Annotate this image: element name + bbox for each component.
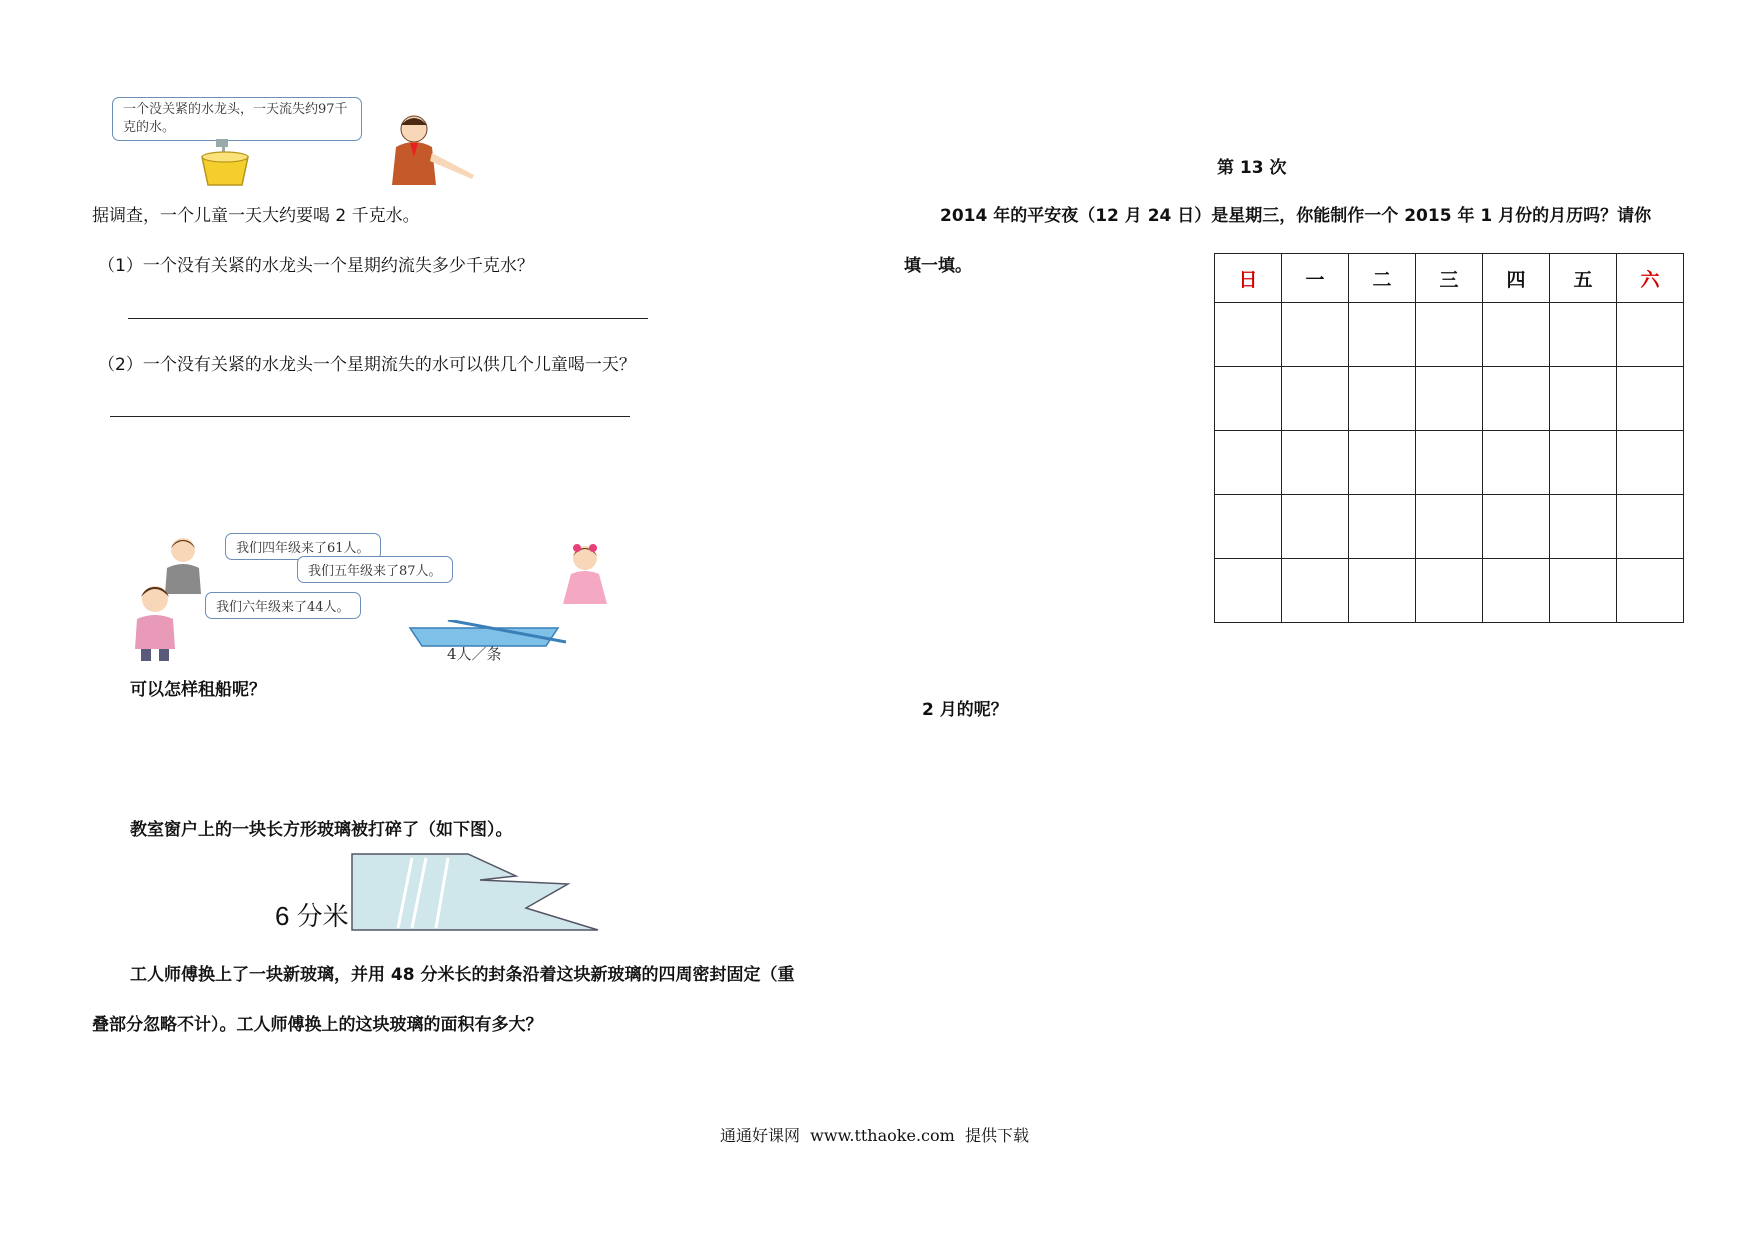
glass-intro: 教室窗户上的一块长方形玻璃被打碎了（如下图）。 [130,820,513,840]
grade4-bubble-text: 我们四年级来了61人。 [236,541,370,556]
calendar-cell[interactable] [1550,367,1617,431]
calendar-cell[interactable] [1550,559,1617,623]
calendar-table [1214,253,1684,623]
february-question: 2 月的呢？ [922,700,1008,720]
calendar-cell[interactable] [1349,495,1416,559]
calendar-cell[interactable] [1416,559,1483,623]
faucet-bubble-text: 一个没关紧的水龙头，一天流失约97千克的水。 [123,102,348,135]
faucet-question-2: （2）一个没有关紧的水龙头一个星期流失的水可以供几个儿童喝一天？ [98,355,636,375]
calendar-cell[interactable] [1215,303,1282,367]
calendar-cell[interactable] [1349,559,1416,623]
weekday-thu: 四 [1483,254,1550,303]
calendar-cell[interactable] [1282,495,1349,559]
calendar-cell[interactable] [1349,303,1416,367]
glass-question-line2: 叠部分忽略不计）。工人师傅换上的这块玻璃的面积有多大？ [92,1015,543,1035]
calendar-cell[interactable] [1617,303,1684,367]
calendar-week-row [1215,559,1684,623]
boat-illustration [125,528,625,663]
weekday-tue: 二 [1349,254,1416,303]
answer-line-2[interactable] [110,416,630,417]
boat-question: 可以怎样租船呢？ [130,680,266,700]
calendar-cell[interactable] [1349,367,1416,431]
glass-question-line1: 工人师傅换上了一块新玻璃，并用 48 分米长的封条沿着这块新玻璃的四周密封固定（重 [130,965,795,985]
calendar-week-row [1215,367,1684,431]
calendar-week-row [1215,303,1684,367]
grade6-bubble-text: 我们六年级来了44人。 [216,600,350,615]
calendar-cell[interactable] [1349,431,1416,495]
calendar-cell[interactable] [1617,559,1684,623]
faucet-speech-bubble [112,97,362,141]
section-title: 第 13 次 [1217,158,1287,178]
bucket-icon [196,139,254,187]
grade5-bubble-text: 我们五年级来了87人。 [308,564,442,579]
calendar-question-line2: 填一填。 [904,256,972,276]
calendar-cell[interactable] [1282,431,1349,495]
girl-pink-figure-icon [555,542,615,612]
calendar-cell[interactable] [1215,495,1282,559]
calendar-week-row [1215,495,1684,559]
faucet-question-1: （1）一个没有关紧的水龙头一个星期约流失多少千克水？ [98,256,534,276]
grade6-speech-bubble [205,592,361,619]
footer-credit: 通通好课网 www.tthaoke.com 提供下载 [720,1126,1029,1145]
calendar-cell[interactable] [1483,367,1550,431]
calendar-cell[interactable] [1416,431,1483,495]
calendar-cell[interactable] [1215,431,1282,495]
calendar-cell[interactable] [1282,303,1349,367]
calendar-cell[interactable] [1416,495,1483,559]
faucet-intro: 据调查，一个儿童一天大约要喝 2 千克水。 [92,206,420,226]
calendar-cell[interactable] [1416,303,1483,367]
weekday-sun: 日 [1215,254,1282,303]
calendar-cell[interactable] [1550,495,1617,559]
calendar-cell[interactable] [1483,495,1550,559]
grade5-speech-bubble [297,556,453,583]
weekday-mon: 一 [1282,254,1349,303]
calendar-cell[interactable] [1282,367,1349,431]
calendar-cell[interactable] [1550,303,1617,367]
weekday-sat: 六 [1617,254,1684,303]
faucet-illustration [110,95,480,185]
calendar-cell[interactable] [1617,367,1684,431]
weekday-fri: 五 [1550,254,1617,303]
calendar-cell[interactable] [1215,367,1282,431]
child-figure-icon [129,583,185,663]
weekday-wed: 三 [1416,254,1483,303]
answer-line-1[interactable] [128,318,648,319]
calendar-cell[interactable] [1617,431,1684,495]
calendar-cell[interactable] [1617,495,1684,559]
calendar-cell[interactable] [1483,559,1550,623]
calendar-cell[interactable] [1550,431,1617,495]
boy-figure-icon [382,113,478,185]
glass-side-label: 6 分米 [275,901,349,931]
boat-capacity-label: 4人／条 [447,645,502,663]
broken-glass-figure [350,852,600,934]
calendar-question-line1: 2014 年的平安夜（12 月 24 日）是星期三，你能制作一个 2015 年 1 月份的月历吗？请你 [940,206,1652,226]
calendar-cell[interactable] [1282,559,1349,623]
calendar-cell[interactable] [1215,559,1282,623]
calendar-cell[interactable] [1483,431,1550,495]
calendar-week-row [1215,431,1684,495]
calendar-cell[interactable] [1416,367,1483,431]
calendar-header-row [1215,254,1684,303]
calendar-cell[interactable] [1483,303,1550,367]
